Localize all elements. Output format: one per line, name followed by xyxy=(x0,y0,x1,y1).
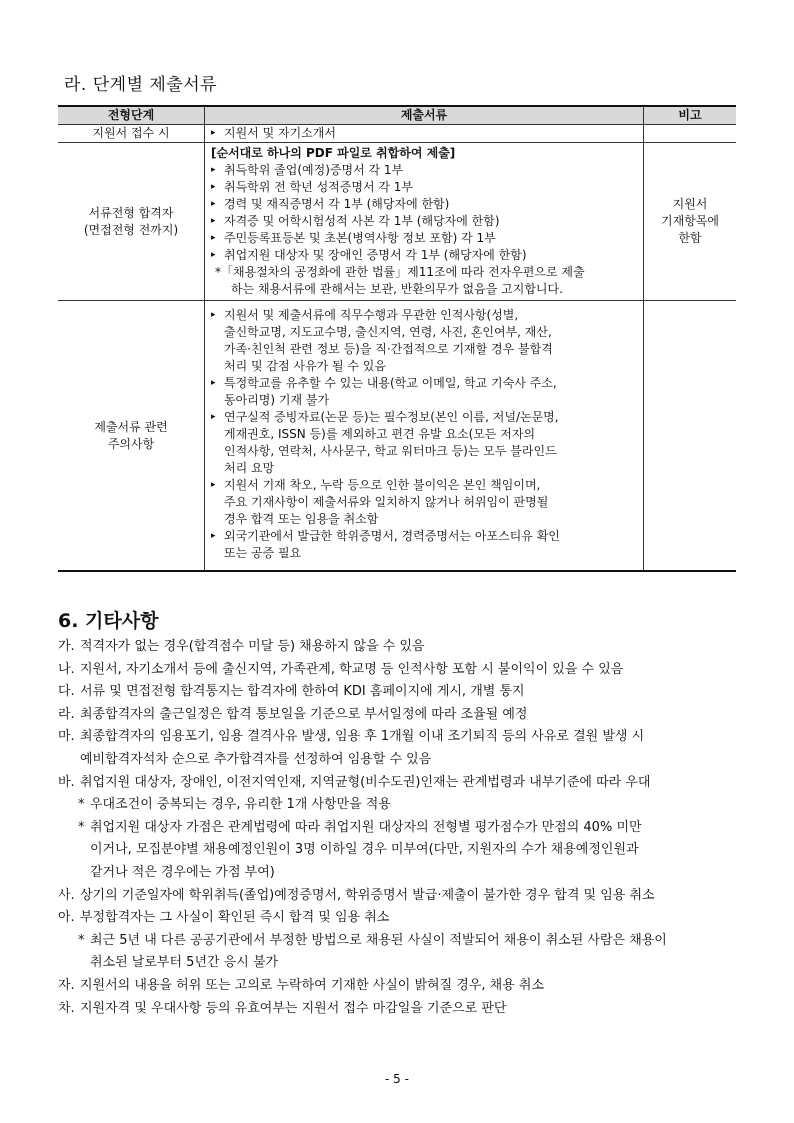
table-row xyxy=(58,143,736,301)
list-item: 가. 적격자가 없는 경우(합격점수 미달 등) 채용하지 않을 수 있음 xyxy=(58,639,425,654)
documents-cell xyxy=(205,143,644,301)
list-item: 아. 부정합격자는 그 사실이 확인된 즉시 합격 및 임용 취소 xyxy=(58,910,390,926)
sub-note: * 우대조건이 중복되는 경우, 유리한 1개 사항만을 적용 xyxy=(78,797,391,813)
stage-cell xyxy=(58,301,205,572)
stage-cell xyxy=(58,143,205,301)
misc-list xyxy=(58,636,742,1020)
list-item: ▸ 취업지원 대상자 및 장애인 증명서 각 1부 (해당자에 한함) xyxy=(211,247,637,264)
list-item: 마. 최종합격자의 임용포기, 임용 결격사유 발생, 임용 후 1개월 이내 조기퇴직 등의 사유로 결원 발생 시 xyxy=(58,729,645,745)
remark-text: 한함 xyxy=(678,231,702,245)
remark-text: 기재항목에 xyxy=(661,214,719,228)
header-stage: 전형단계 xyxy=(58,106,205,125)
sub-note-cont: 취소된 날로부터 5년간 응시 불가 xyxy=(90,955,279,971)
legal-note-cont: 하는 채용서류에 관해서는 보관, 반환의무가 없음을 고지합니다. xyxy=(231,282,563,296)
remark-cell xyxy=(644,125,737,143)
list-item-cont: 예비합격자석차 순으로 추가합격자를 선정하여 임용할 수 있음 xyxy=(80,751,432,767)
list-item: 차. 지원자격 및 우대사항 등의 유효여부는 지원서 접수 마감일을 기준으로 판단 xyxy=(58,1000,507,1016)
section-title-misc: 6. 기타사항 xyxy=(58,610,159,632)
documents-intro: [순서대로 하나의 PDF 파일로 취합하여 제출] xyxy=(211,146,456,160)
remark-text: 지원서 xyxy=(672,197,708,211)
stage-text: 서류전형 합격자 xyxy=(88,205,174,220)
list-item: 자. 지원서의 내용을 허위 또는 고의로 누락하여 기재한 사실이 밝혀질 경우, 채용 취소 xyxy=(58,977,545,993)
submission-documents-table xyxy=(58,105,736,572)
documents-cell xyxy=(205,301,644,572)
header-remark: 비고 xyxy=(644,106,737,125)
section-title-submission-documents: 라. 단계별 제출서류 xyxy=(64,75,218,95)
table-row xyxy=(58,301,736,572)
stage-text: 주의사항 xyxy=(107,436,155,451)
remark-cell xyxy=(644,301,737,572)
sub-note: * 최근 5년 내 다른 공공기관에서 부정한 방법으로 채용된 사실이 적발되어 채용이 취소된 사람은 채용이 xyxy=(78,932,667,948)
list-item: ▸ 지원서 및 자기소개서 xyxy=(211,125,637,142)
stage-cell: 지원서 접수 시 xyxy=(58,125,205,143)
list-item: 나. 지원서, 자기소개서 등에 출신지역, 가족관계, 학교명 등 인적사항 포함 시 불이익이 있을 수 있음 xyxy=(58,661,624,677)
list-item: 사. 상기의 기준일자에 학위취득(졸업)예정증명서, 학위증명서 발급·제출이 불가한 경우 합격 및 임용 취소 xyxy=(58,887,655,903)
list-item: 라. 최종합격자의 출근일정은 합격 통보일을 기준으로 부서일정에 따라 조율될 예정 xyxy=(58,706,528,722)
table-header-row xyxy=(58,106,736,125)
list-item: 바. 취업지원 대상자, 장애인, 이전지역인재, 지역균형(비수도권)인재는 관계법령과 내부기준에 따라 우대 xyxy=(58,774,651,790)
table-row xyxy=(58,125,736,143)
list-item: ▸ 지원서 및 제출서류에 직무수행과 무관한 인적사항(성별, 출신학교명, 지도교수명, 출신지역, 연령, 사진, 혼인여부, 재산, 가족·친인척 관련 정보 등)을 직·간접적으로 기재할 경우 불합격 처리 및 감점 사유가 될 수 있음 xyxy=(211,307,637,375)
list-item: ▸ 주민등록표등본 및 초본(병역사항 정보 포함) 각 1부 xyxy=(211,230,637,247)
sub-note-cont: 같거나 적은 경우에는 가점 부여) xyxy=(90,864,275,880)
legal-note: *「채용절차의 공정화에 관한 법률」제11조에 따라 전자우편으로 제출 xyxy=(215,265,585,279)
list-item: ▸ 지원서 기재 착오, 누락 등으로 인한 불이익은 본인 책임이며, 주요 기재사항이 제출서류와 일치하지 않거나 허위임이 판명될 경우 합격 또는 임용을 취소함 xyxy=(211,477,637,528)
list-item: ▸ 자격증 및 어학시험성적 사본 각 1부 (해당자에 한함) xyxy=(211,213,637,230)
list-item: ▸ 연구실적 증빙자료(논문 등)는 필수정보(본인 이름, 저널/논문명, 게재권호, ISSN 등)를 제외하고 편견 유발 요소(모든 저자의 인적사항, 연락처, 사사문구, 학교 워터마크 등)는 모두 블라인드 처리 요망 xyxy=(211,409,637,477)
header-documents: 제출서류 xyxy=(205,106,644,125)
list-item: ▸ 외국기관에서 발급한 학위증명서, 경력증명서는 아포스티유 확인 또는 공증 필요 xyxy=(211,528,637,562)
documents-cell xyxy=(205,125,644,143)
list-item: ▸ 취득학위 전 학년 성적증명서 각 1부 xyxy=(211,179,637,196)
stage-text: 제출서류 관련 xyxy=(94,419,168,434)
list-item: 다. 서류 및 면접전형 합격통지는 합격자에 한하여 KDI 홈페이지에 게시, 개별 통지 xyxy=(58,684,525,700)
sub-note-cont: 이거나, 모집분야별 채용예정인원이 3명 이하일 경우 미부여(다만, 지원자의 수가 채용예정인원과 xyxy=(90,842,639,858)
sub-note: * 취업지원 대상자 가점은 관계법령에 따라 취업지원 대상자의 전형별 평가점수가 만점의 40% 미만 xyxy=(78,819,642,835)
list-item: ▸ 취득학위 졸업(예정)증명서 각 1부 xyxy=(211,162,637,179)
page-number: - 5 - xyxy=(385,1072,409,1086)
list-item: ▸ 특정학교를 유추할 수 있는 내용(학교 이메일, 학교 기숙사 주소, 동아리명) 기재 불가 xyxy=(211,375,637,409)
list-item: ▸ 경력 및 재직증명서 각 1부 (해당자에 한함) xyxy=(211,196,637,213)
remark-cell xyxy=(644,143,737,301)
stage-text: (면접전형 전까지) xyxy=(83,222,179,237)
